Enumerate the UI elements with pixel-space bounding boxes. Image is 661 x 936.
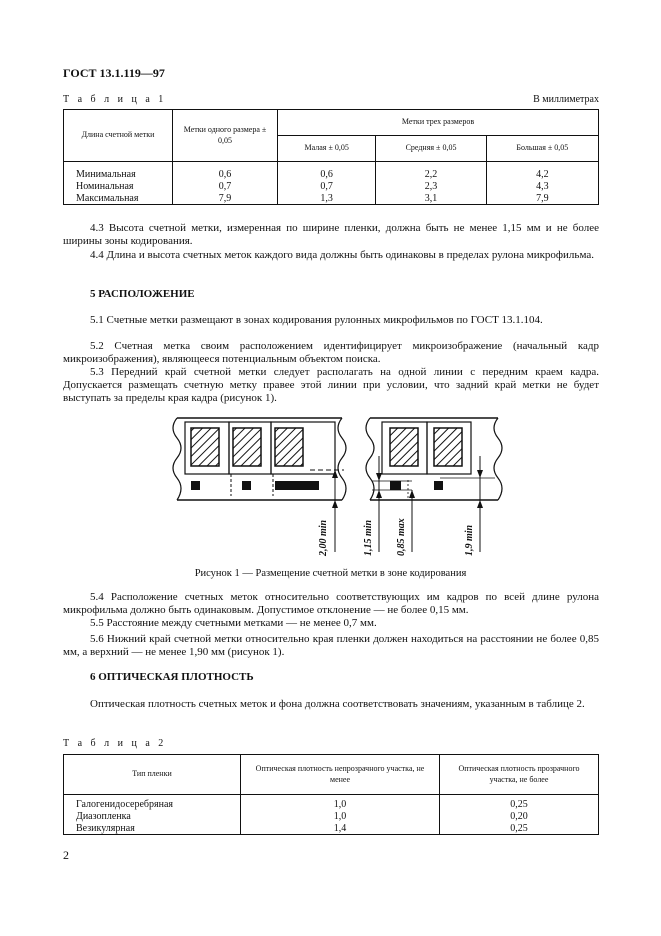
- cell-large: 4,3: [486, 181, 598, 193]
- paragraph-5-1: 5.1 Счетные метки размещают в зонах кодирования рулонных микрофильмов по ГОСТ 13.1.104.: [90, 314, 543, 326]
- table1-units: В миллиметрах: [533, 94, 599, 105]
- cell-small: 0,6: [278, 169, 376, 181]
- cell-opaque: 1,0: [241, 811, 440, 823]
- cell-medium: 2,3: [376, 181, 486, 193]
- document-header: ГОСТ 13.1.119—97: [63, 66, 165, 80]
- table2: [63, 754, 599, 835]
- cell-large: 7,9: [486, 193, 598, 205]
- table1-header-large: Большая ± 0,05: [486, 136, 598, 162]
- cell-medium: 3,1: [376, 193, 486, 205]
- table1-header-length: Длина счетной метки: [64, 110, 173, 162]
- table-row: [64, 799, 599, 811]
- film-strip-left: [173, 418, 346, 500]
- table1-header-single: Метки одного размера ± 0,05: [173, 110, 278, 162]
- section-6-heading: 6 ОПТИЧЕСКАЯ ПЛОТНОСТЬ: [90, 671, 254, 683]
- figure-caption: Рисунок 1 — Размещение счетной метки в зоне кодирования: [194, 568, 467, 579]
- cell-single: 7,9: [173, 193, 278, 205]
- page-number: 2: [63, 848, 69, 862]
- table-row: [64, 823, 599, 835]
- cell-transparent: 0,20: [440, 811, 599, 823]
- figure-counting-marks: [150, 412, 510, 562]
- paragraph-5-4: 5.4 Расположение счетных меток относительно соответствующих им кадров по всей длине рулона микрофильма должно быть одинаковым. Допустимое отклонение — не более 0,15 мм.: [63, 591, 599, 617]
- table1-caption: Т а б л и ц а 1: [63, 94, 167, 105]
- cell-transparent: 0,25: [440, 823, 599, 835]
- cell-single: 0,7: [173, 181, 278, 193]
- paragraph-6: Оптическая плотность счетных меток и фона должна соответствовать значениям, указанным в таблице 2.: [90, 698, 585, 710]
- dimension-label-2: 1,15 min: [363, 519, 374, 556]
- table1-header-group: Метки трех размеров: [278, 110, 599, 136]
- table2-header-type: Тип пленки: [64, 755, 241, 795]
- dimension-lines: [332, 456, 483, 552]
- cell-opaque: 1,4: [241, 823, 440, 835]
- table-row: [64, 169, 599, 181]
- cell-large: 4,2: [486, 169, 598, 181]
- paragraph-5-5: 5.5 Расстояние между счетными метками — не менее 0,7 мм.: [90, 617, 377, 629]
- row-name: Максимальная: [64, 193, 173, 205]
- table1: [63, 109, 599, 205]
- film-strip-right: [366, 418, 502, 500]
- paragraph-4-3: 4.3 Высота счетной метки, измеренная по ширине пленки, должна быть не менее 1,15 мм и не более ширины зоны кодирования.: [63, 222, 599, 248]
- paragraph-5-2: 5.2 Счетная метка своим расположением идентифицирует микроизображение (начальный кадр микроизображения), являющееся потенциальным объектом поиска.: [63, 340, 599, 366]
- cell-medium: 2,2: [376, 169, 486, 181]
- section-5-heading: 5 РАСПОЛОЖЕНИЕ: [90, 288, 195, 300]
- cell-small: 0,7: [278, 181, 376, 193]
- row-name: Минимальная: [64, 169, 173, 181]
- table2-caption: Т а б л и ц а 2: [63, 738, 167, 749]
- cell-small: 1,3: [278, 193, 376, 205]
- dimension-label-4: 1,9 min: [464, 524, 475, 556]
- paragraph-5-3: 5.3 Передний край счетной метки следует располагать на одной линии с передним краем кадра. Допускается размещать счетную метку правее этой линии при условии, что задний край метки не будет выступать за пределы края кадра (рисунок 1).: [63, 366, 599, 405]
- row-name: Номинальная: [64, 181, 173, 193]
- cell-opaque: 1,0: [241, 799, 440, 811]
- table2-header-opaque: Оптическая плотность непрозрачного участка, не менее: [241, 755, 440, 795]
- table-row: [64, 193, 599, 205]
- table2-header-transparent: Оптическая плотность прозрачного участка, не более: [440, 755, 599, 795]
- table1-header-medium: Средняя ± 0,05: [376, 136, 486, 162]
- row-type: Диазопленка: [64, 811, 241, 823]
- table-row: [64, 181, 599, 193]
- dimension-label-1: 2,00 min: [318, 519, 329, 556]
- paragraph-5-6: 5.6 Нижний край счетной метки относительно края пленки должен находиться на расстоянии не более 0,85 мм, а верхний — не менее 1,90 мм (рисунок 1).: [63, 633, 599, 659]
- cell-single: 0,6: [173, 169, 278, 181]
- cell-transparent: 0,25: [440, 799, 599, 811]
- table-row: [64, 811, 599, 823]
- row-type: Везикулярная: [64, 823, 241, 835]
- row-type: Галогенидосеребряная: [64, 799, 241, 811]
- table1-header-small: Малая ± 0,05: [278, 136, 376, 162]
- paragraph-4-4: 4.4 Длина и высота счетных меток каждого вида должны быть одинаковы в пределах рулона микрофильма.: [90, 249, 594, 261]
- dimension-label-3: 0,85 max: [396, 518, 407, 556]
